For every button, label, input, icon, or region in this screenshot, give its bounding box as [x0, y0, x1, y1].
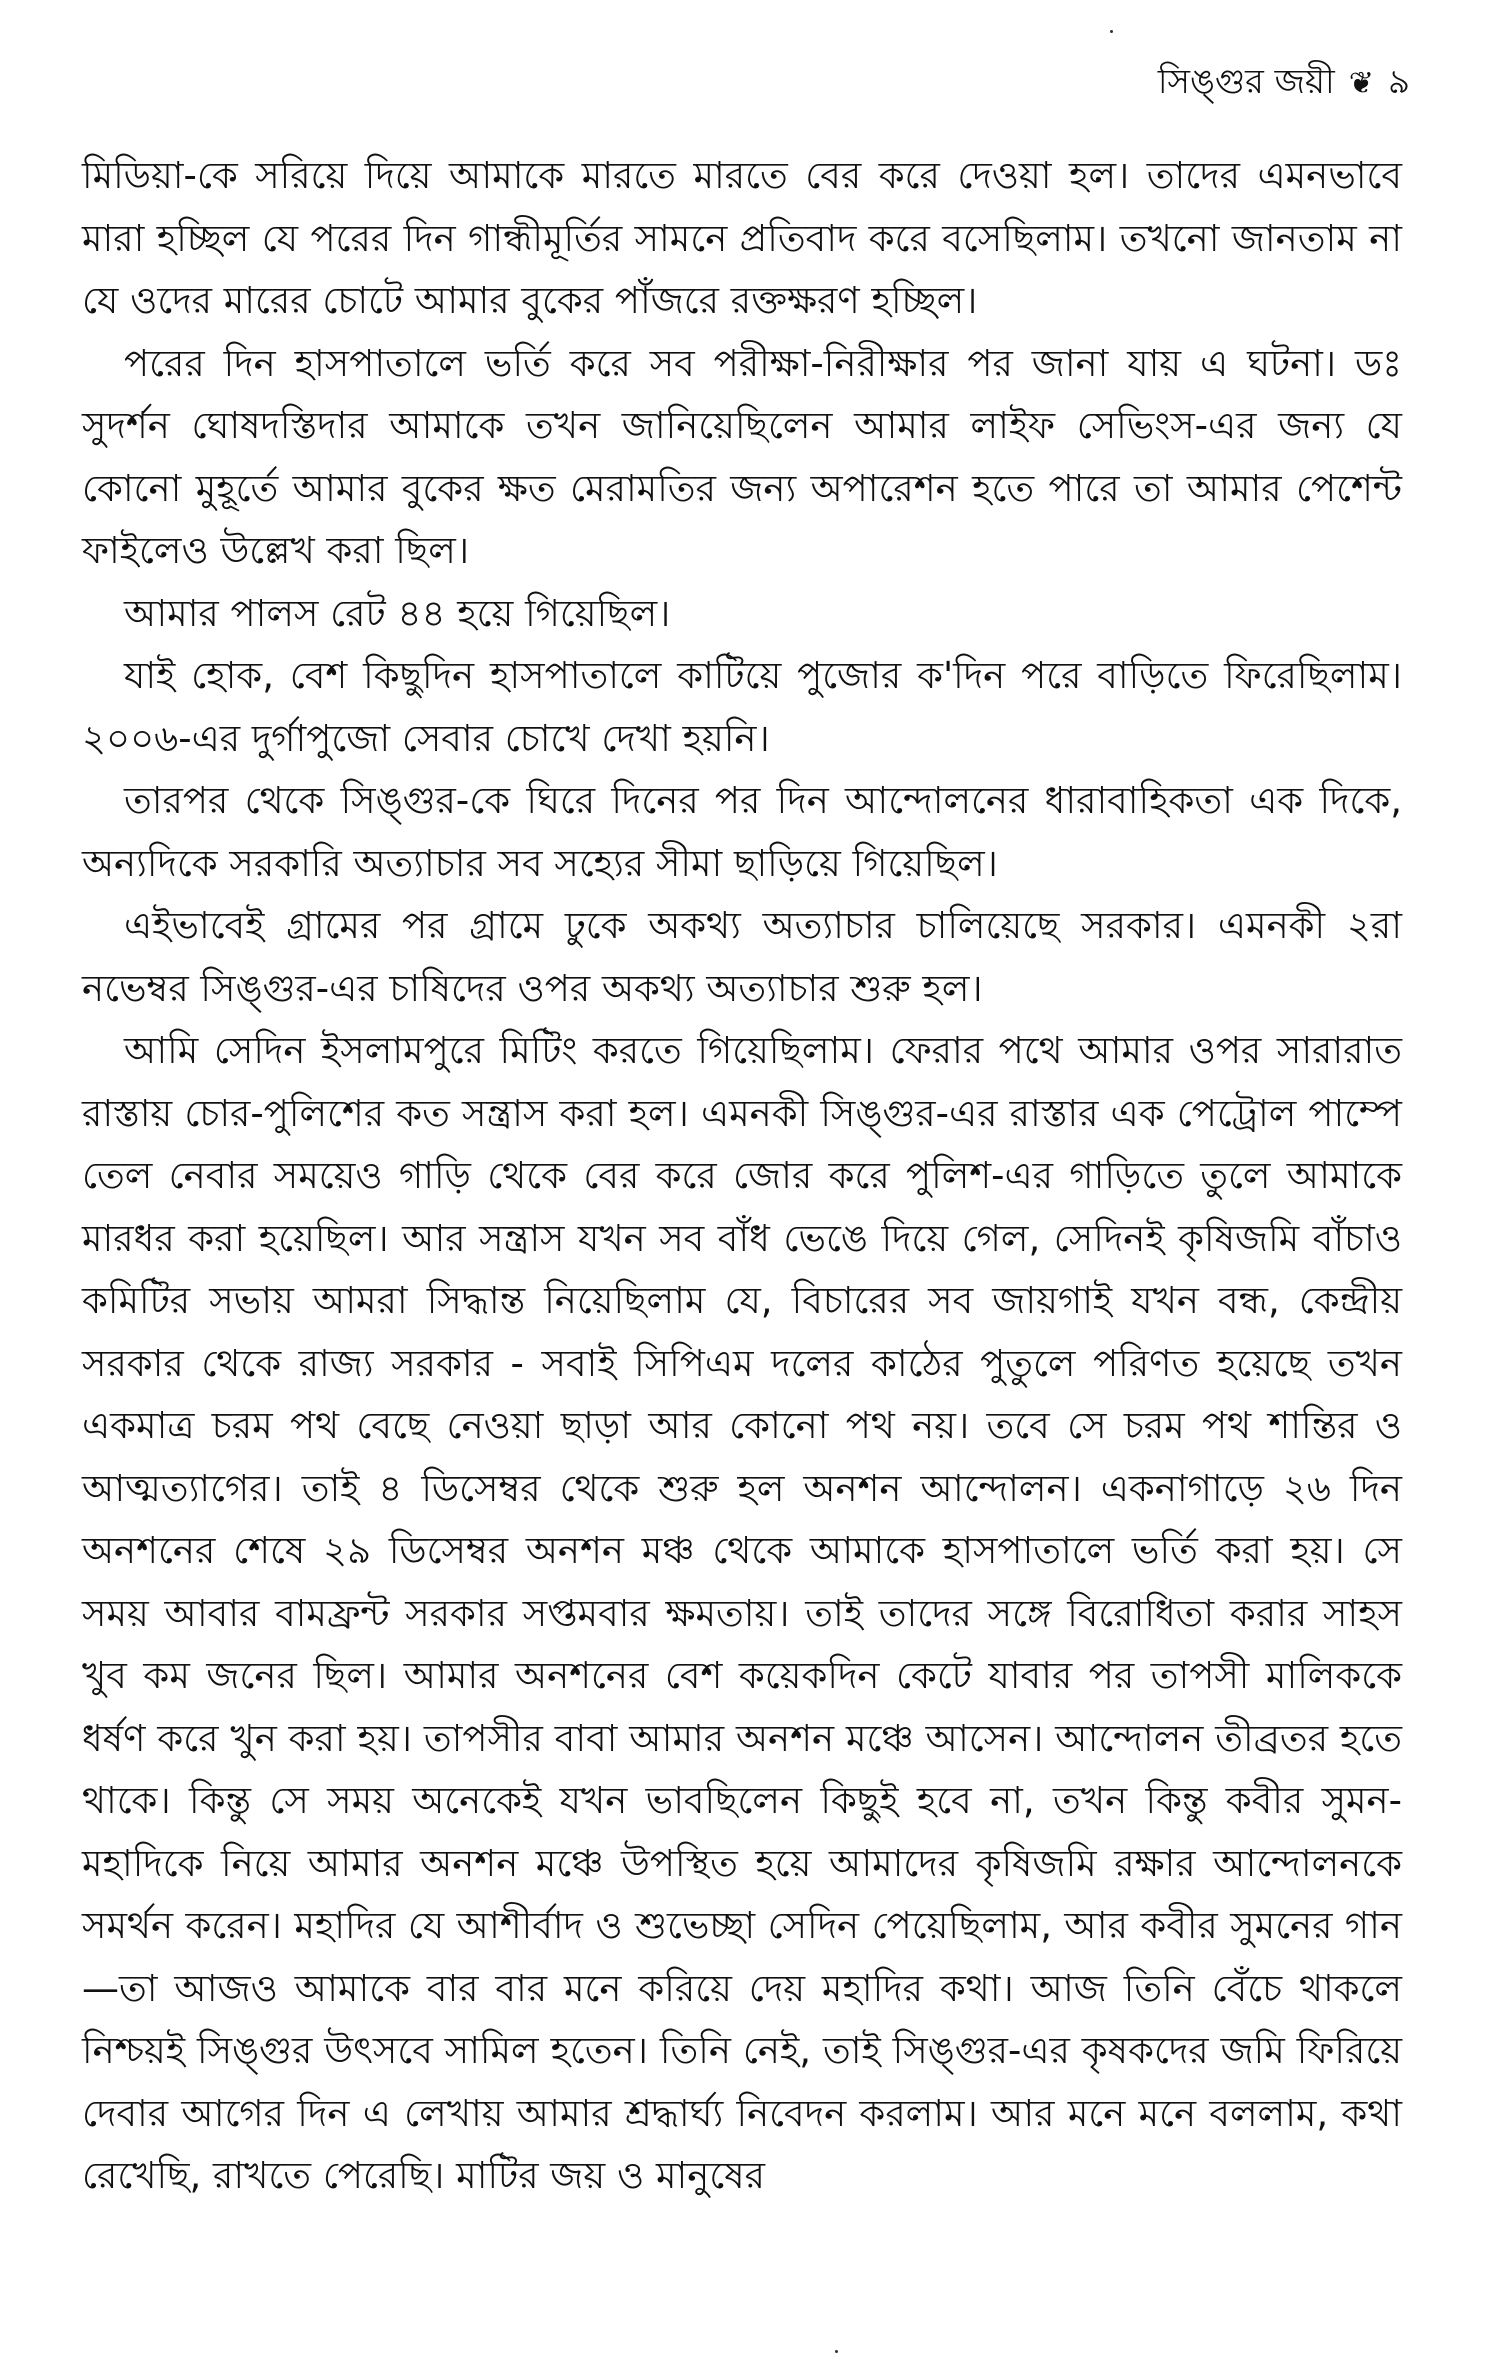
paragraph-2: পরের দিন হাসপাতালে ভর্তি করে সব পরীক্ষা-নিরীক্ষার পর জানা যায় এ ঘটনা। ডঃ সুদর্শন ঘোষদস্তিদার আমাকে তখন জানিয়েছিলেন আমার লাইফ সেভিংস-এর জন্য যে কোনো মুহূর্তে আমার বুকের ক্ষত মেরামতির জন্য অপারেশন হতে পারে তা আমার পেশেন্ট ফাইলেও উল্লেখ করা ছিল। — [82, 341, 1402, 572]
body-text — [82, 145, 1402, 2208]
floral-ornament-icon: ❦ — [1348, 66, 1374, 101]
paragraph-3: আমার পালস রেট ৪৪ হয়ে গিয়েছিল। — [124, 591, 671, 635]
page-number: ৯ — [1387, 62, 1410, 102]
book-title: সিঙ্গুর জয়ী — [1157, 62, 1335, 102]
paragraph-7: আমি সেদিন ইসলামপুরে মিটিং করতে গিয়েছিলাম। ফেরার পথে আমার ওপর সারারাত রাস্তায় চোর-পুলিশের কত সন্ত্রাস করা হল। এমনকী সিঙ্গুর-এর রাস্তার এক পেট্রোল পাম্পে তেল নেবার সময়েও গাড়ি থেকে বের করে জোর করে পুলিশ-এর গাড়িতে তুলে আমাকে মারধর করা হয়েছিল। আর সন্ত্রাস যখন সব বাঁধ ভেঙে দিয়ে গেল, সেদিনই কৃষিজমি বাঁচাও কমিটির সভায় আমরা সিদ্ধান্ত নিয়েছিলাম যে, বিচারের সব জায়গাই যখন বন্ধ, কেন্দ্রীয় সরকার থেকে রাজ্য সরকার - সবাই সিপিএম দলের কাঠের পুতুলে পরিণত হয়েছে তখন একমাত্র চরম পথ বেছে নেওয়া ছাড়া আর কোনো পথ নয়। তবে সে চরম পথ শান্তির ও আত্মত্যাগের। তাই ৪ ডিসেম্বর থেকে শুরু হল অনশন আন্দোলন। একনাগাড়ে ২৬ দিন অনশনের শেষে ২৯ ডিসেম্বর অনশন মঞ্চ থেকে আমাকে হাসপাতালে ভর্তি করা হয়। সে সময় আবার বামফ্রন্ট সরকার সপ্তমবার ক্ষমতায়। তাই তাদের সঙ্গে বিরোধিতা করার সাহস খুব কম জনের ছিল। আমার অনশনের বেশ কয়েকদিন কেটে যাবার পর তাপসী মালিককে ধর্ষণ করে খুন করা হয়। তাপসীর বাবা আমার অনশন মঞ্চে আসেন। আন্দোলন তীব্রতর হতে থাকে। কিন্তু সে সময় অনেকেই যখন ভাবছিলেন কিছুই হবে না, তখন কিন্তু কবীর সুমন-মহাদিকে নিয়ে আমার অনশন মঞ্চে উপস্থিত হয়ে আমাদের কৃষিজমি রক্ষার আন্দোলনকে সমর্থন করেন। মহাদির যে আশীর্বাদ ও শুভেচ্ছা সেদিন পেয়েছিলাম, আর কবীর সুমনের গান—তা আজও আমাকে বার বার মনে করিয়ে দেয় মহাদির কথা। আজ তিনি বেঁচে থাকলে নিশ্চয়ই সিঙ্গুর উৎসবে সামিল হতেন। তিনি নেই, তাই সিঙ্গুর-এর কৃষকদের জমি ফিরিয়ে দেবার আগের দিন এ লেখায় আমার শ্রদ্ধার্ঘ্য নিবেদন করলাম। আর মনে মনে বললাম, কথা রেখেছি, রাখতে পেরেছি। মাটির জয় ও মানুষের — [82, 1029, 1402, 2197]
print-speck — [1110, 30, 1113, 33]
running-head — [1158, 62, 1410, 103]
paragraph-6: এইভাবেই গ্রামের পর গ্রামে ঢুকে অকথ্য অত্যাচার চালিয়েছে সরকার। এমনকী ২রা নভেম্বর সিঙ্গুর-এর চাষিদের ওপর অকথ্য অত্যাচার শুরু হল। — [82, 904, 1402, 1010]
paragraph-1: মিডিয়া-কে সরিয়ে দিয়ে আমাকে মারতে মারতে বের করে দেওয়া হল। তাদের এমনভাবে মারা হচ্ছিল যে পরের দিন গান্ধীমূর্তির সামনে প্রতিবাদ করে বসেছিলাম। তখনো জানতাম না যে ওদের মারের চোটে আমার বুকের পাঁজরে রক্তক্ষরণ হচ্ছিল। — [82, 154, 1402, 322]
print-speck — [835, 2350, 838, 2353]
paragraph-4: যাই হোক, বেশ কিছুদিন হাসপাতালে কাটিয়ে পুজোর ক'দিন পরে বাড়িতে ফিরেছিলাম। ২০০৬-এর দুর্গাপুজো সেবার চোখে দেখা হয়নি। — [82, 654, 1402, 760]
paragraph-5: তারপর থেকে সিঙ্গুর-কে ঘিরে দিনের পর দিন আন্দোলনের ধারাবাহিকতা এক দিকে, অন্যদিকে সরকারি অত্যাচার সব সহ্যের সীমা ছাড়িয়ে গিয়েছিল। — [82, 779, 1402, 885]
